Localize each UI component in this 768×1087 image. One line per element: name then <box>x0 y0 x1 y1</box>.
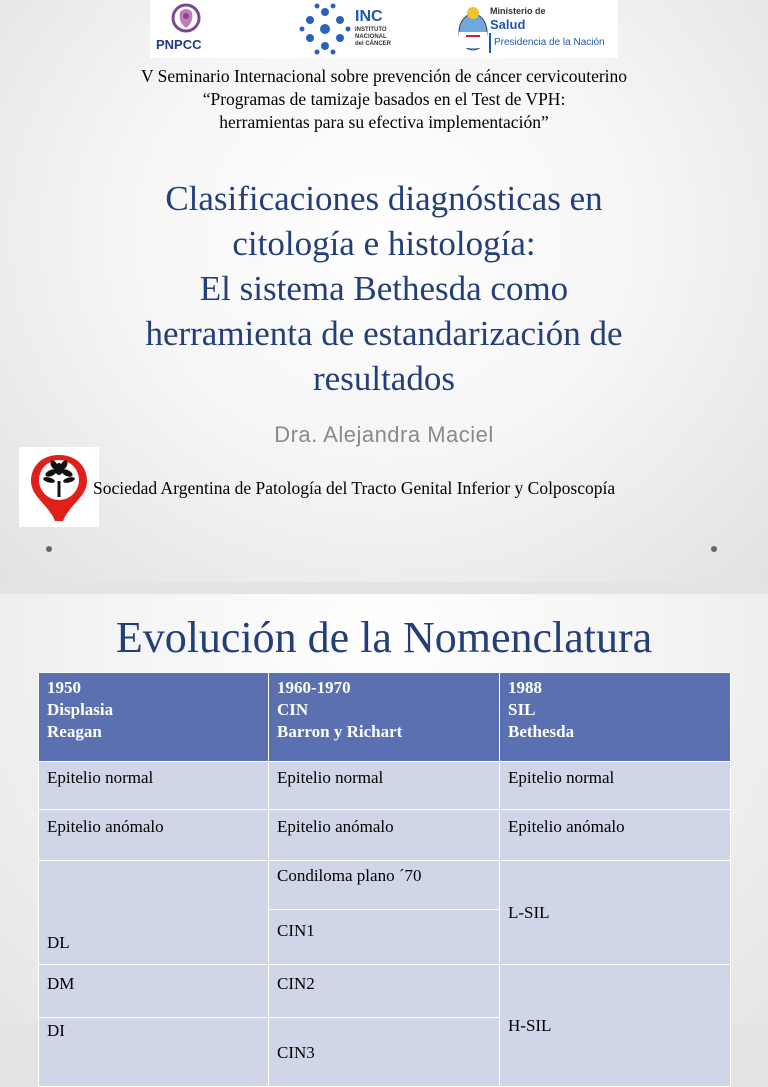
society-name: Sociedad Argentina de Patología del Tracto Genital Inferior y Colposcopía <box>93 478 616 498</box>
header-1950 <box>39 673 269 762</box>
table-cell-di: DI <box>39 1018 269 1087</box>
ministerio-salud-logo <box>452 0 618 58</box>
table-header-row <box>39 673 731 762</box>
bullet-dot-left <box>46 546 52 552</box>
inc-snowflake-icon <box>295 0 355 58</box>
pnpcc-label: PNPCC <box>156 37 202 52</box>
bullet-dot-right <box>711 546 717 552</box>
table-cell: Epitelio normal <box>39 762 269 810</box>
header-year: 1988 <box>508 678 542 697</box>
msal-line1: Ministerio de <box>490 6 546 16</box>
nomenclature-slide <box>0 594 768 1062</box>
presentation-title <box>40 176 728 401</box>
title-line: resultados <box>313 359 455 398</box>
nomenclature-table <box>38 672 731 1087</box>
inc-sub-2: NACIONAL <box>355 34 387 40</box>
title-line: herramienta de estandarización de <box>145 314 623 353</box>
msal-divider <box>489 33 491 53</box>
title-line: citología e histología: <box>232 224 536 263</box>
table-row <box>39 861 731 910</box>
header-name: CIN <box>277 700 309 719</box>
table-cell: Epitelio anómalo <box>39 810 269 861</box>
header-year: 1950 <box>47 678 81 697</box>
header-author: Bethesda <box>508 722 575 741</box>
inc-logo <box>295 0 440 58</box>
sponsor-logos <box>150 0 618 58</box>
header-name: Displasia <box>47 700 114 719</box>
table-cell: Epitelio normal <box>500 762 731 810</box>
table-row <box>39 810 731 861</box>
header-year: 1960-1970 <box>277 678 351 697</box>
table-row <box>39 965 731 1018</box>
header-name: SIL <box>508 700 536 719</box>
title-line: El sistema Bethesda como <box>199 269 569 308</box>
society-logo <box>19 447 99 527</box>
header-1988 <box>500 673 731 762</box>
msal-line2: Salud <box>490 17 526 32</box>
argentina-shield-icon <box>456 4 490 54</box>
title-line: Clasificaciones diagnósticas en <box>165 179 603 218</box>
slide-title: Evolución de la Nomenclatura <box>115 613 653 662</box>
table-cell-cin3: CIN3 <box>269 1018 500 1087</box>
table-cell: Epitelio anómalo <box>269 810 500 861</box>
seminar-line-1: V Seminario Internacional sobre prevención de cáncer cervicouterino <box>140 66 628 86</box>
table-cell-lsil: L-SIL <box>500 861 731 965</box>
society-tree-icon <box>19 447 99 527</box>
table-cell-cin2: CIN2 <box>269 965 500 1018</box>
inc-sub-3: del CÁNCER <box>355 41 392 47</box>
msal-line3: Presidencia de la Nación <box>494 37 605 48</box>
inc-label: INC <box>355 8 383 25</box>
table-cell-dl: DL <box>39 861 269 965</box>
header-author: Barron y Richart <box>277 722 403 741</box>
pnpcc-logo <box>150 0 290 58</box>
inc-sub-1: INSTITUTO <box>355 27 387 33</box>
header-author: Reagan <box>47 722 102 741</box>
table-cell: Epitelio anómalo <box>500 810 731 861</box>
seminar-line-3: herramientas para su efectiva implementación” <box>219 112 549 132</box>
table-row <box>39 762 731 810</box>
table-cell: Epitelio normal <box>269 762 500 810</box>
table-cell-dm: DM <box>39 965 269 1018</box>
table-cell-cin1: CIN1 <box>269 910 500 965</box>
author-name: Dra. Alejandra Maciel <box>274 422 494 447</box>
table-cell-hsil: H-SIL <box>500 965 731 1087</box>
header-1960-1970 <box>269 673 500 762</box>
table-cell-condiloma: Condiloma plano ´70 <box>269 861 500 910</box>
seminar-line-2: “Programas de tamizaje basados en el Test de VPH: <box>202 89 566 109</box>
